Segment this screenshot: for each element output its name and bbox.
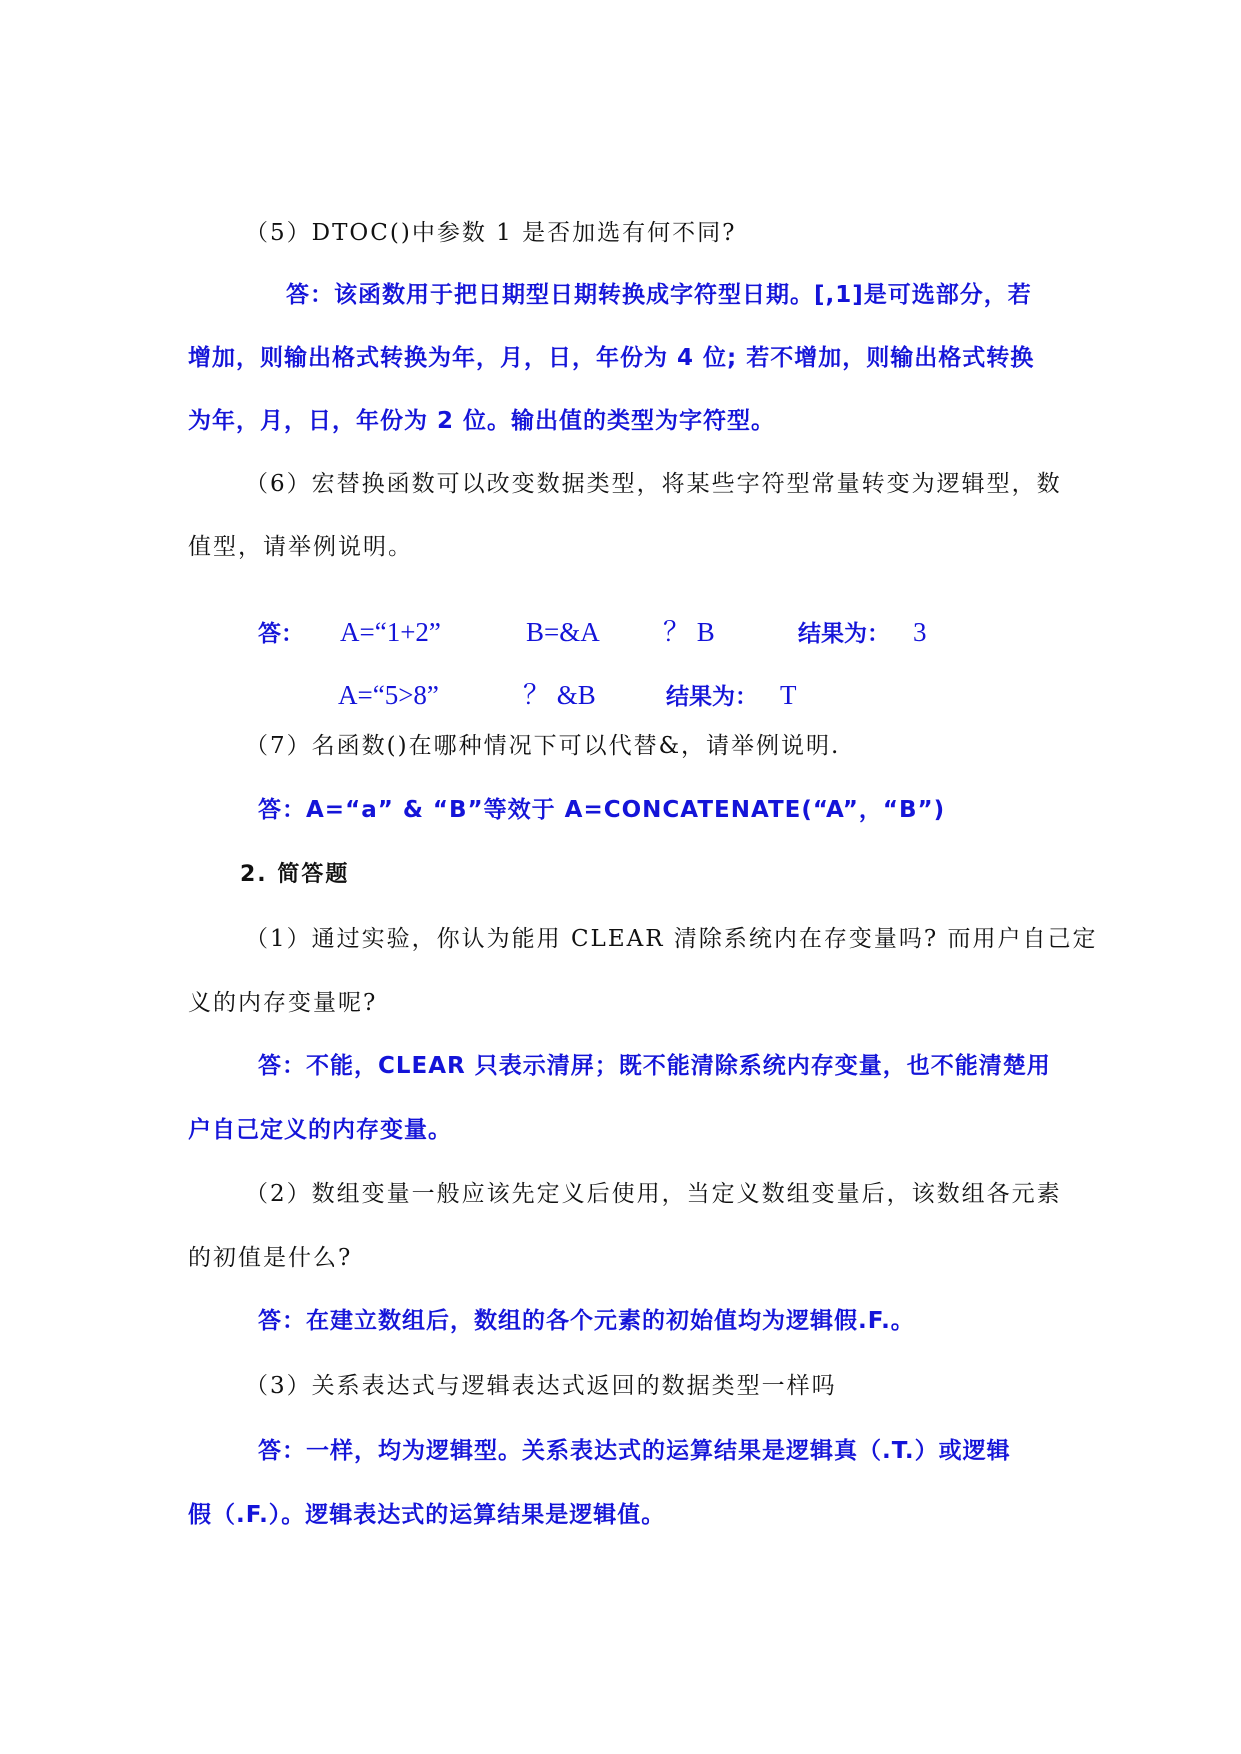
short-answer-2: 答：在建立数组后，数组的各个元素的初始值均为逻辑假.F.。 [258, 1308, 915, 1334]
short-answer-1-line-2: 户自己定义的内存变量。 [188, 1117, 452, 1143]
answer-6-row2-a: A=“5>8” [338, 680, 439, 710]
short-question-2-line-2: 的初值是什么? [188, 1245, 353, 1271]
answer-6-row2-result-label: 结果为： [666, 684, 758, 710]
question-6-line-2: 值型，请举例说明。 [188, 534, 413, 560]
question-5: （5）DTOC()中参数 1 是否加选有何不同? [245, 220, 737, 246]
short-answer-3-line-2: 假（.F.）。逻辑表达式的运算结果是逻辑值。 [188, 1502, 666, 1528]
answer-6-row1-c: ？ B [663, 617, 715, 647]
answer-5-line-3: 为年，月，日，年份为 2 位。输出值的类型为字符型。 [188, 408, 776, 434]
answer-6-row2-c: ？ &B [523, 680, 596, 710]
answer-5-line-1: 答：该函数用于把日期型日期转换成字符型日期。[,1]是可选部分，若 [286, 282, 1032, 308]
answer-6-row1-b: B=&A [526, 617, 600, 647]
answer-6-row1-result-label: 结果为： [798, 621, 890, 647]
answer-6-row1-result: 3 [913, 617, 927, 647]
short-question-3: （3）关系表达式与逻辑表达式返回的数据类型一样吗 [245, 1373, 837, 1399]
answer-6-row1-a: A=“1+2” [340, 617, 441, 647]
answer-6-label: 答： [258, 621, 304, 647]
short-answer-3-line-1: 答：一样，均为逻辑型。关系表达式的运算结果是逻辑真（.T.）或逻辑 [258, 1438, 1011, 1464]
question-6-line-1: （6）宏替换函数可以改变数据类型，将某些字符型常量转变为逻辑型，数 [245, 471, 1062, 497]
short-question-1-line-2: 义的内存变量呢? [188, 990, 378, 1016]
section-2-heading: 2. 简答题 [240, 862, 350, 887]
short-question-1-line-1: （1）通过实验，你认为能用 CLEAR 清除系统内在存变量吗? 而用户自己定 [245, 926, 1098, 952]
short-answer-1-line-1: 答：不能，CLEAR 只表示清屏；既不能清除系统内存变量，也不能清楚用 [258, 1053, 1051, 1079]
answer-7: 答：A=“a” & “B”等效于 A=CONCATENATE(“A”，“B”) [258, 797, 946, 823]
short-question-2-line-1: （2）数组变量一般应该先定义后使用，当定义数组变量后，该数组各元素 [245, 1181, 1062, 1207]
answer-5-line-2: 增加，则输出格式转换为年，月，日，年份为 4 位; 若不增加，则输出格式转换 [188, 345, 1035, 371]
question-7: （7）名函数()在哪种情况下可以代替&，请举例说明. [245, 733, 841, 759]
answer-6-row2-result: T [780, 680, 797, 710]
